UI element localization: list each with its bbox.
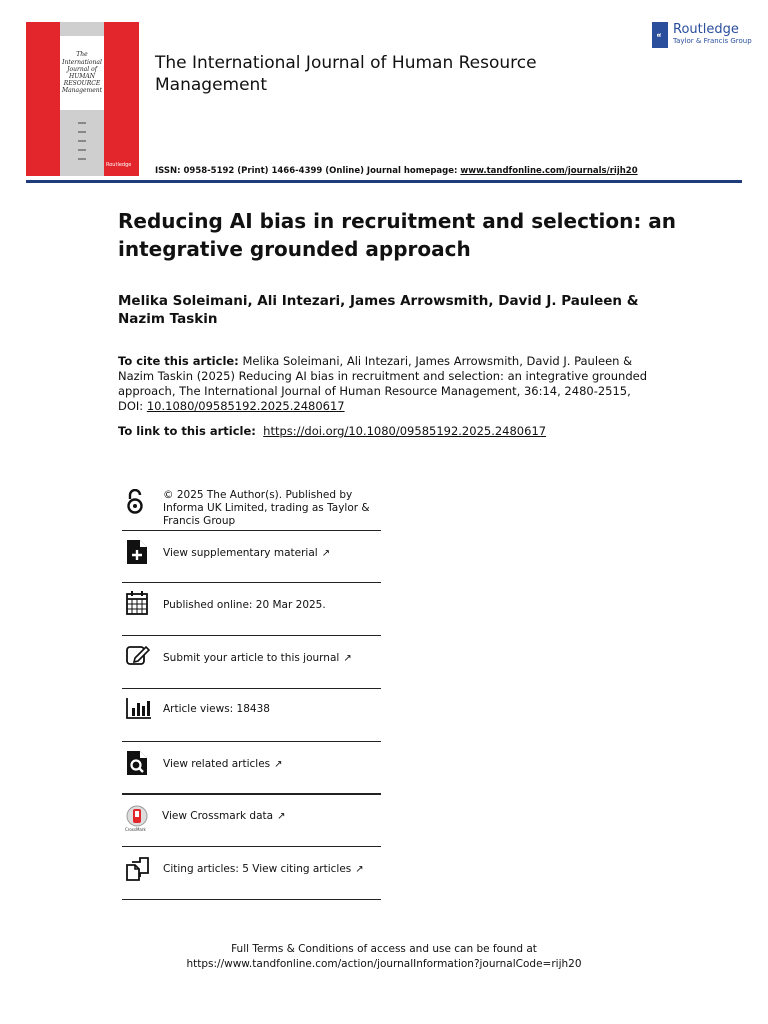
views-row bbox=[122, 689, 381, 742]
terms-footer bbox=[0, 942, 768, 972]
published-row bbox=[122, 583, 381, 636]
related-articles-link[interactable]: View related articles bbox=[163, 758, 271, 770]
cover-lines bbox=[78, 122, 86, 167]
license-text: © 2025 The Author(s). Published by Informa UK Limited, trading as Taylor & Francis Group bbox=[163, 489, 370, 527]
published-date: Published online: 20 Mar 2025. bbox=[163, 599, 326, 611]
publisher-logo bbox=[652, 22, 752, 48]
citation-block bbox=[118, 354, 653, 414]
journal-homepage-link[interactable]: www.tandfonline.com/journals/rijh20 bbox=[460, 166, 638, 176]
citing-row[interactable] bbox=[122, 847, 381, 900]
open-access-icon bbox=[122, 489, 163, 515]
publisher-group: Taylor & Francis Group bbox=[673, 37, 752, 45]
cite-text: Melika Soleimani, Ali Intezari, James Arrowsmith, David J. Pauleen & Nazim Taskin (2025) Reducing AI bias in recruitment and selection: an integrative grounded approach, The International Journal of Human Resource Management, 36:14, 2480-2515, DOI: bbox=[118, 354, 648, 413]
article-views: Article views: 18438 bbox=[163, 703, 270, 715]
edit-icon bbox=[122, 644, 163, 666]
submit-link[interactable]: Submit your article to this journal bbox=[163, 652, 340, 664]
search-document-icon bbox=[122, 750, 163, 776]
crossmark-row[interactable] bbox=[122, 795, 381, 847]
related-row[interactable] bbox=[122, 742, 381, 795]
external-link-icon: ↗ bbox=[321, 548, 331, 559]
terms-line: Full Terms & Conditions of access and use can be found at bbox=[231, 943, 537, 955]
journal-cover-image bbox=[26, 22, 139, 176]
crossmark-link[interactable]: View Crossmark data bbox=[162, 810, 274, 822]
bar-chart-icon bbox=[122, 697, 163, 719]
doi-link[interactable]: 10.1080/09585192.2025.2480617 bbox=[146, 399, 345, 413]
add-file-icon bbox=[122, 539, 163, 565]
external-link-icon: ↗ bbox=[355, 864, 364, 875]
external-link-icon: ↗ bbox=[343, 653, 352, 664]
article-info-list bbox=[122, 479, 381, 900]
submit-row[interactable] bbox=[122, 636, 381, 689]
header-divider bbox=[26, 180, 742, 183]
license-row bbox=[122, 479, 381, 531]
article-link-line bbox=[118, 424, 546, 439]
cover-title-box bbox=[60, 36, 104, 110]
crossmark-badge-text: CrossMark bbox=[125, 827, 146, 832]
supplementary-row[interactable] bbox=[122, 531, 381, 583]
issn-text: ISSN: 0958-5192 (Print) 1466-4399 (Online) Journal homepage: bbox=[155, 166, 461, 176]
cite-label: To cite this article: bbox=[118, 354, 239, 368]
external-link-icon: ↗ bbox=[274, 759, 283, 770]
terms-url[interactable]: https://www.tandfonline.com/action/journalInformation?journalCode=rijh20 bbox=[186, 958, 582, 970]
issn-line bbox=[155, 166, 638, 176]
cover-publisher: Routledge bbox=[106, 162, 132, 168]
supplementary-link[interactable]: View supplementary material bbox=[163, 547, 318, 559]
article-url-link[interactable]: https://doi.org/10.1080/09585192.2025.2480617 bbox=[263, 424, 547, 438]
crossmark-icon bbox=[122, 805, 162, 832]
calendar-icon bbox=[122, 591, 163, 615]
article-authors: Melika Soleimani, Ali Intezari, James Arrowsmith, David J. Pauleen & Nazim Taskin bbox=[118, 293, 639, 327]
article-title: Reducing AI bias in recruitment and selection: an integrative grounded approach bbox=[118, 209, 677, 261]
journal-title: The International Journal of Human Resource Management bbox=[155, 53, 537, 95]
link-label: To link to this article: bbox=[118, 424, 256, 438]
external-link-icon: ↗ bbox=[277, 811, 286, 822]
citing-documents-icon bbox=[122, 857, 163, 881]
cover-title: The International Journal of HUMAN RESOURCE Management bbox=[61, 51, 103, 95]
publisher-name: Routledge bbox=[673, 22, 739, 37]
routledge-icon: R bbox=[652, 22, 668, 48]
citing-articles-link[interactable]: Citing articles: 5 View citing articles bbox=[163, 863, 352, 875]
